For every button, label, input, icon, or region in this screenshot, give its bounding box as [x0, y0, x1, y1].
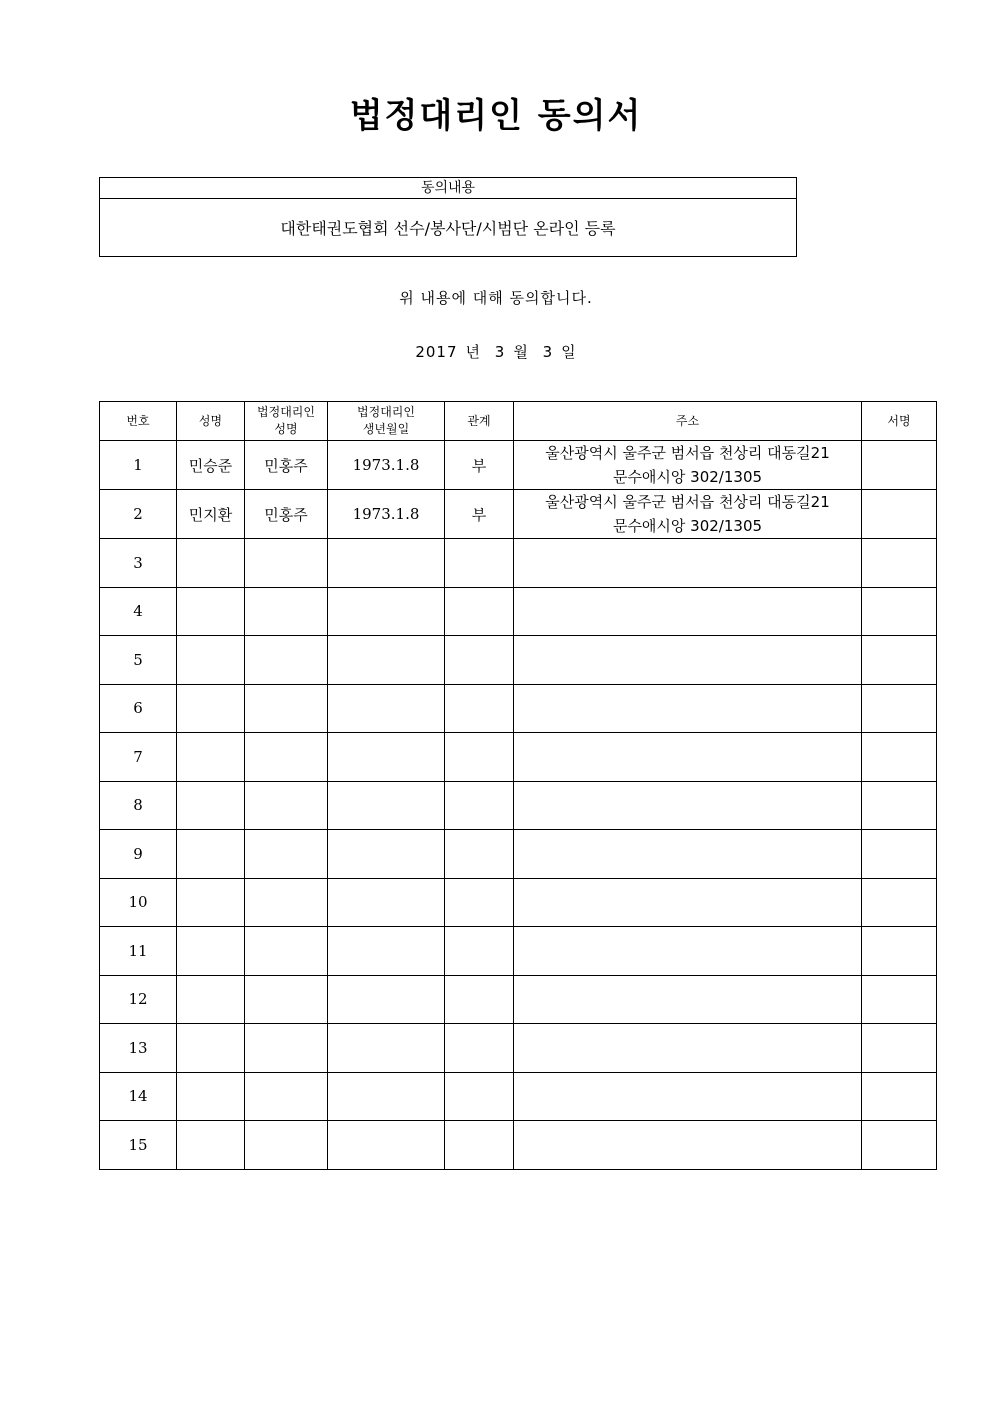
date-day-unit: 일: [561, 343, 577, 361]
cell-signature: [862, 1121, 937, 1170]
cell-signature: [862, 1024, 937, 1073]
table-row: [100, 441, 937, 490]
header-no: 번호: [100, 402, 177, 441]
agreement-statement: 위 내용에 대해 동의합니다.: [399, 289, 593, 307]
address-line-1: 울산광역시 울주군 범서읍 천상리 대동길21: [545, 444, 830, 462]
cell-address: [514, 441, 862, 490]
cell-guardian-birth: [328, 975, 445, 1024]
cell-address: [514, 684, 862, 733]
header-guardian-name: 법정대리인 성명: [245, 402, 328, 441]
cell-guardian-name: [245, 684, 328, 733]
cell-guardian-name: [245, 539, 328, 588]
cell-relation: [445, 1072, 514, 1121]
table-row: [100, 975, 937, 1024]
cell-name: [177, 733, 245, 782]
cell-relation: 부: [445, 490, 514, 539]
cell-name: [177, 684, 245, 733]
cell-name: [177, 587, 245, 636]
consent-header: 동의내용: [100, 178, 796, 199]
cell-no: 4: [100, 587, 177, 636]
cell-guardian-birth: 1973.1.8: [328, 441, 445, 490]
cell-name: [177, 927, 245, 976]
date-year: 2017: [415, 343, 458, 361]
cell-signature: [862, 636, 937, 685]
document-title: 법정대리인 동의서: [349, 96, 643, 136]
cell-no: 8: [100, 781, 177, 830]
cell-guardian-birth: [328, 1024, 445, 1073]
cell-guardian-birth: [328, 539, 445, 588]
cell-signature: [862, 441, 937, 490]
cell-address: [514, 781, 862, 830]
cell-signature: [862, 733, 937, 782]
cell-relation: [445, 636, 514, 685]
cell-relation: [445, 927, 514, 976]
cell-signature: [862, 587, 937, 636]
cell-no: 1: [100, 441, 177, 490]
cell-address: [514, 539, 862, 588]
cell-guardian-name: 민홍주: [245, 490, 328, 539]
cell-no: 10: [100, 878, 177, 927]
cell-signature: [862, 830, 937, 879]
cell-name: 민승준: [177, 441, 245, 490]
cell-relation: [445, 684, 514, 733]
header-name: 성명: [177, 402, 245, 441]
cell-relation: 부: [445, 441, 514, 490]
cell-no: 12: [100, 975, 177, 1024]
table-row: [100, 636, 937, 685]
header-relation: 관계: [445, 402, 514, 441]
cell-no: 7: [100, 733, 177, 782]
cell-signature: [862, 684, 937, 733]
consent-date: [0, 341, 992, 362]
cell-guardian-birth: [328, 927, 445, 976]
cell-name: [177, 975, 245, 1024]
cell-no: 11: [100, 927, 177, 976]
cell-guardian-birth: 1973.1.8: [328, 490, 445, 539]
cell-guardian-name: [245, 975, 328, 1024]
cell-guardian-birth: [328, 781, 445, 830]
address-line-2: 문수애시앙 302/1305: [612, 468, 763, 486]
cell-guardian-birth: [328, 1121, 445, 1170]
cell-relation: [445, 733, 514, 782]
cell-no: 14: [100, 1072, 177, 1121]
cell-address: [514, 636, 862, 685]
consent-content: 대한태권도협회 선수/봉사단/시범단 온라인 등록: [280, 219, 616, 238]
table-row: [100, 781, 937, 830]
cell-address: [514, 733, 862, 782]
header-address: 주소: [514, 402, 862, 441]
cell-signature: [862, 1072, 937, 1121]
table-row: [100, 587, 937, 636]
cell-signature: [862, 539, 937, 588]
table-row: [100, 490, 937, 539]
cell-signature: [862, 490, 937, 539]
cell-address: [514, 1121, 862, 1170]
address-line-2: 문수애시앙 302/1305: [612, 517, 763, 535]
cell-name: [177, 781, 245, 830]
cell-address: [514, 975, 862, 1024]
cell-guardian-birth: [328, 684, 445, 733]
cell-no: 3: [100, 539, 177, 588]
cell-no: 5: [100, 636, 177, 685]
cell-name: [177, 636, 245, 685]
cell-no: 13: [100, 1024, 177, 1073]
cell-guardian-birth: [328, 1072, 445, 1121]
header-guardian-birth: 법정대리인 생년월일: [328, 402, 445, 441]
cell-no: 2: [100, 490, 177, 539]
table-row: [100, 830, 937, 879]
cell-guardian-name: [245, 1024, 328, 1073]
cell-guardian-name: [245, 1072, 328, 1121]
cell-name: [177, 830, 245, 879]
cell-guardian-name: [245, 636, 328, 685]
cell-guardian-name: [245, 733, 328, 782]
date-year-unit: 년: [465, 343, 482, 361]
cell-address: [514, 878, 862, 927]
cell-relation: [445, 539, 514, 588]
cell-address: [514, 927, 862, 976]
cell-relation: [445, 1121, 514, 1170]
guardian-table: [99, 401, 937, 1170]
cell-address: [514, 1024, 862, 1073]
table-row: [100, 1121, 937, 1170]
cell-guardian-name: [245, 878, 328, 927]
cell-guardian-birth: [328, 733, 445, 782]
table-row: [100, 878, 937, 927]
cell-guardian-name: [245, 587, 328, 636]
table-row: [100, 684, 937, 733]
cell-name: [177, 878, 245, 927]
cell-guardian-name: [245, 927, 328, 976]
cell-relation: [445, 830, 514, 879]
cell-signature: [862, 878, 937, 927]
cell-name: [177, 1121, 245, 1170]
consent-box: [99, 177, 797, 257]
cell-name: [177, 539, 245, 588]
cell-no: 6: [100, 684, 177, 733]
cell-signature: [862, 781, 937, 830]
cell-relation: [445, 975, 514, 1024]
cell-guardian-birth: [328, 830, 445, 879]
cell-guardian-birth: [328, 636, 445, 685]
cell-address: [514, 490, 862, 539]
cell-no: 9: [100, 830, 177, 879]
cell-address: [514, 830, 862, 879]
cell-relation: [445, 878, 514, 927]
table-row: [100, 539, 937, 588]
table-row: [100, 733, 937, 782]
cell-guardian-name: 민홍주: [245, 441, 328, 490]
cell-relation: [445, 1024, 514, 1073]
date-day: 3: [542, 343, 554, 361]
cell-relation: [445, 587, 514, 636]
cell-address: [514, 587, 862, 636]
date-month-unit: 월: [513, 343, 529, 361]
table-header-row: [100, 402, 937, 441]
cell-guardian-birth: [328, 878, 445, 927]
cell-guardian-name: [245, 1121, 328, 1170]
cell-guardian-birth: [328, 587, 445, 636]
table-row: [100, 1024, 937, 1073]
cell-guardian-name: [245, 830, 328, 879]
cell-signature: [862, 927, 937, 976]
address-line-1: 울산광역시 울주군 범서읍 천상리 대동길21: [545, 493, 830, 511]
cell-name: 민지환: [177, 490, 245, 539]
cell-no: 15: [100, 1121, 177, 1170]
header-signature: 서명: [862, 402, 937, 441]
table-row: [100, 1072, 937, 1121]
cell-address: [514, 1072, 862, 1121]
cell-guardian-name: [245, 781, 328, 830]
table-row: [100, 927, 937, 976]
cell-signature: [862, 975, 937, 1024]
date-month: 3: [494, 343, 506, 361]
cell-relation: [445, 781, 514, 830]
cell-name: [177, 1072, 245, 1121]
cell-name: [177, 1024, 245, 1073]
